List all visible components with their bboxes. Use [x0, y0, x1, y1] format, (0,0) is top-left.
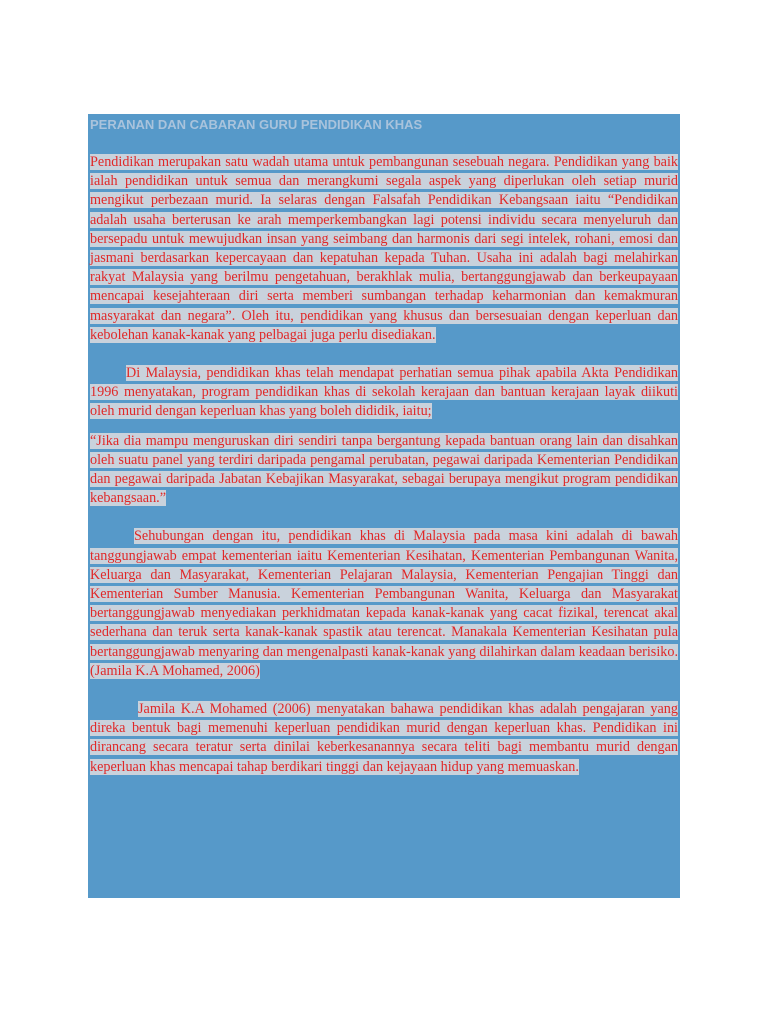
document-body: [90, 114, 678, 777]
document-page: [88, 114, 680, 898]
paragraph-jamila: [90, 700, 678, 777]
paragraph-text: Sehubungan dengan itu, pendidikan khas di Malaysia pada masa kini adalah di bawah tanggungjawab empat kementerian iaitu Kementerian Kesihatan, Kementerian Pembangunan Wanita, Keluarga dan Masyarakat, Kementerian Pelajaran Malaysia, Kementerian Pengajian Tinggi dan Kementerian Sumber Manusia. Kementerian Pembangunan Wanita, Keluarga dan Masyarakat bertanggungjawab menyediakan perkhidmatan kepada kanak-kanak yang cacat fizikal, terencat akal sederhana dan teruk serta kanak-kanak spastik atau terencat. Manakala Kementerian Kesihatan pula bertanggungjawab menyaring dan mengenalpasti kanak-kanak yang dilahirkan dalam keadaan berisiko. (Jamila K.A Mohamed, 2006): [90, 528, 678, 679]
paragraph-text: Pendidikan merupakan satu wadah utama untuk pembangunan sesebuah negara. Pendidikan yang baik ialah pendidikan untuk semua dan merangkumi segala aspek yang diperlukan oleh setiap murid mengikut perbezaan murid. Ia selaras dengan Falsafah Pendidikan Kebangsaan iaitu “Pendidikan adalah usaha berterusan ke arah memperkembangkan lagi potensi individu secara menyeluruh dan bersepadu untuk mewujudkan insan yang seimbang dan harmonis dari segi intelek, rohani, emosi dan jasmani berdasarkan kepercayaan dan kepatuhan kepada Tuhan. Usaha ini adalah bagi melahirkan rakyat Malaysia yang berilmu pengetahuan, berakhlak mulia, bertanggungjawab dan berkeupayaan mencapai kesejahteraan diri serta memberi sumbangan terhadap keharmonian dan kemakmuran masyarakat dan negara”. Oleh itu, pendidikan yang khusus dan bersesuaian dengan keperluan dan kebolehan kanak-kanak yang pelbagai juga perlu disediakan.: [90, 154, 678, 343]
paragraph-quote: [90, 432, 678, 509]
paragraph-text: Di Malaysia, pendidikan khas telah mendapat perhatian semua pihak apabila Akta Pendidikan 1996 menyatakan, program pendidikan khas di sekolah kerajaan dan bantuan kerajaan layak diikuti oleh murid dengan keperluan khas yang boleh dididik, iaitu;: [90, 365, 678, 420]
paragraph-kementerian: [90, 527, 678, 681]
paragraph-akta: [90, 364, 678, 422]
paragraph-text: “Jika dia mampu menguruskan diri sendiri tanpa bergantung kepada bantuan orang lain dan disahkan oleh suatu panel yang terdiri daripada pengamal perubatan, pegawai daripada Kementerian Pendidikan dan pegawai daripada Jabatan Kebajikan Masyarakat, sebagai berupaya mengikut program pendidikan kebangsaan.”: [90, 432, 678, 507]
paragraph-text: Jamila K.A Mohamed (2006) menyatakan bahawa pendidikan khas adalah pengajaran yang direka bentuk bagi memenuhi keperluan pendidikan murid dengan keperluan khas. Pendidikan ini dirancang secara teratur serta dinilai keberkesanannya secara teliti bagi membantu murid dengan keperluan khas mencapai tahap berdikari tinggi dan kejayaan hidup yang memuaskan.: [90, 701, 678, 775]
document-title: PERANAN DAN CABARAN GURU PENDIDIKAN KHAS: [90, 117, 423, 132]
paragraph-intro: [90, 153, 678, 345]
